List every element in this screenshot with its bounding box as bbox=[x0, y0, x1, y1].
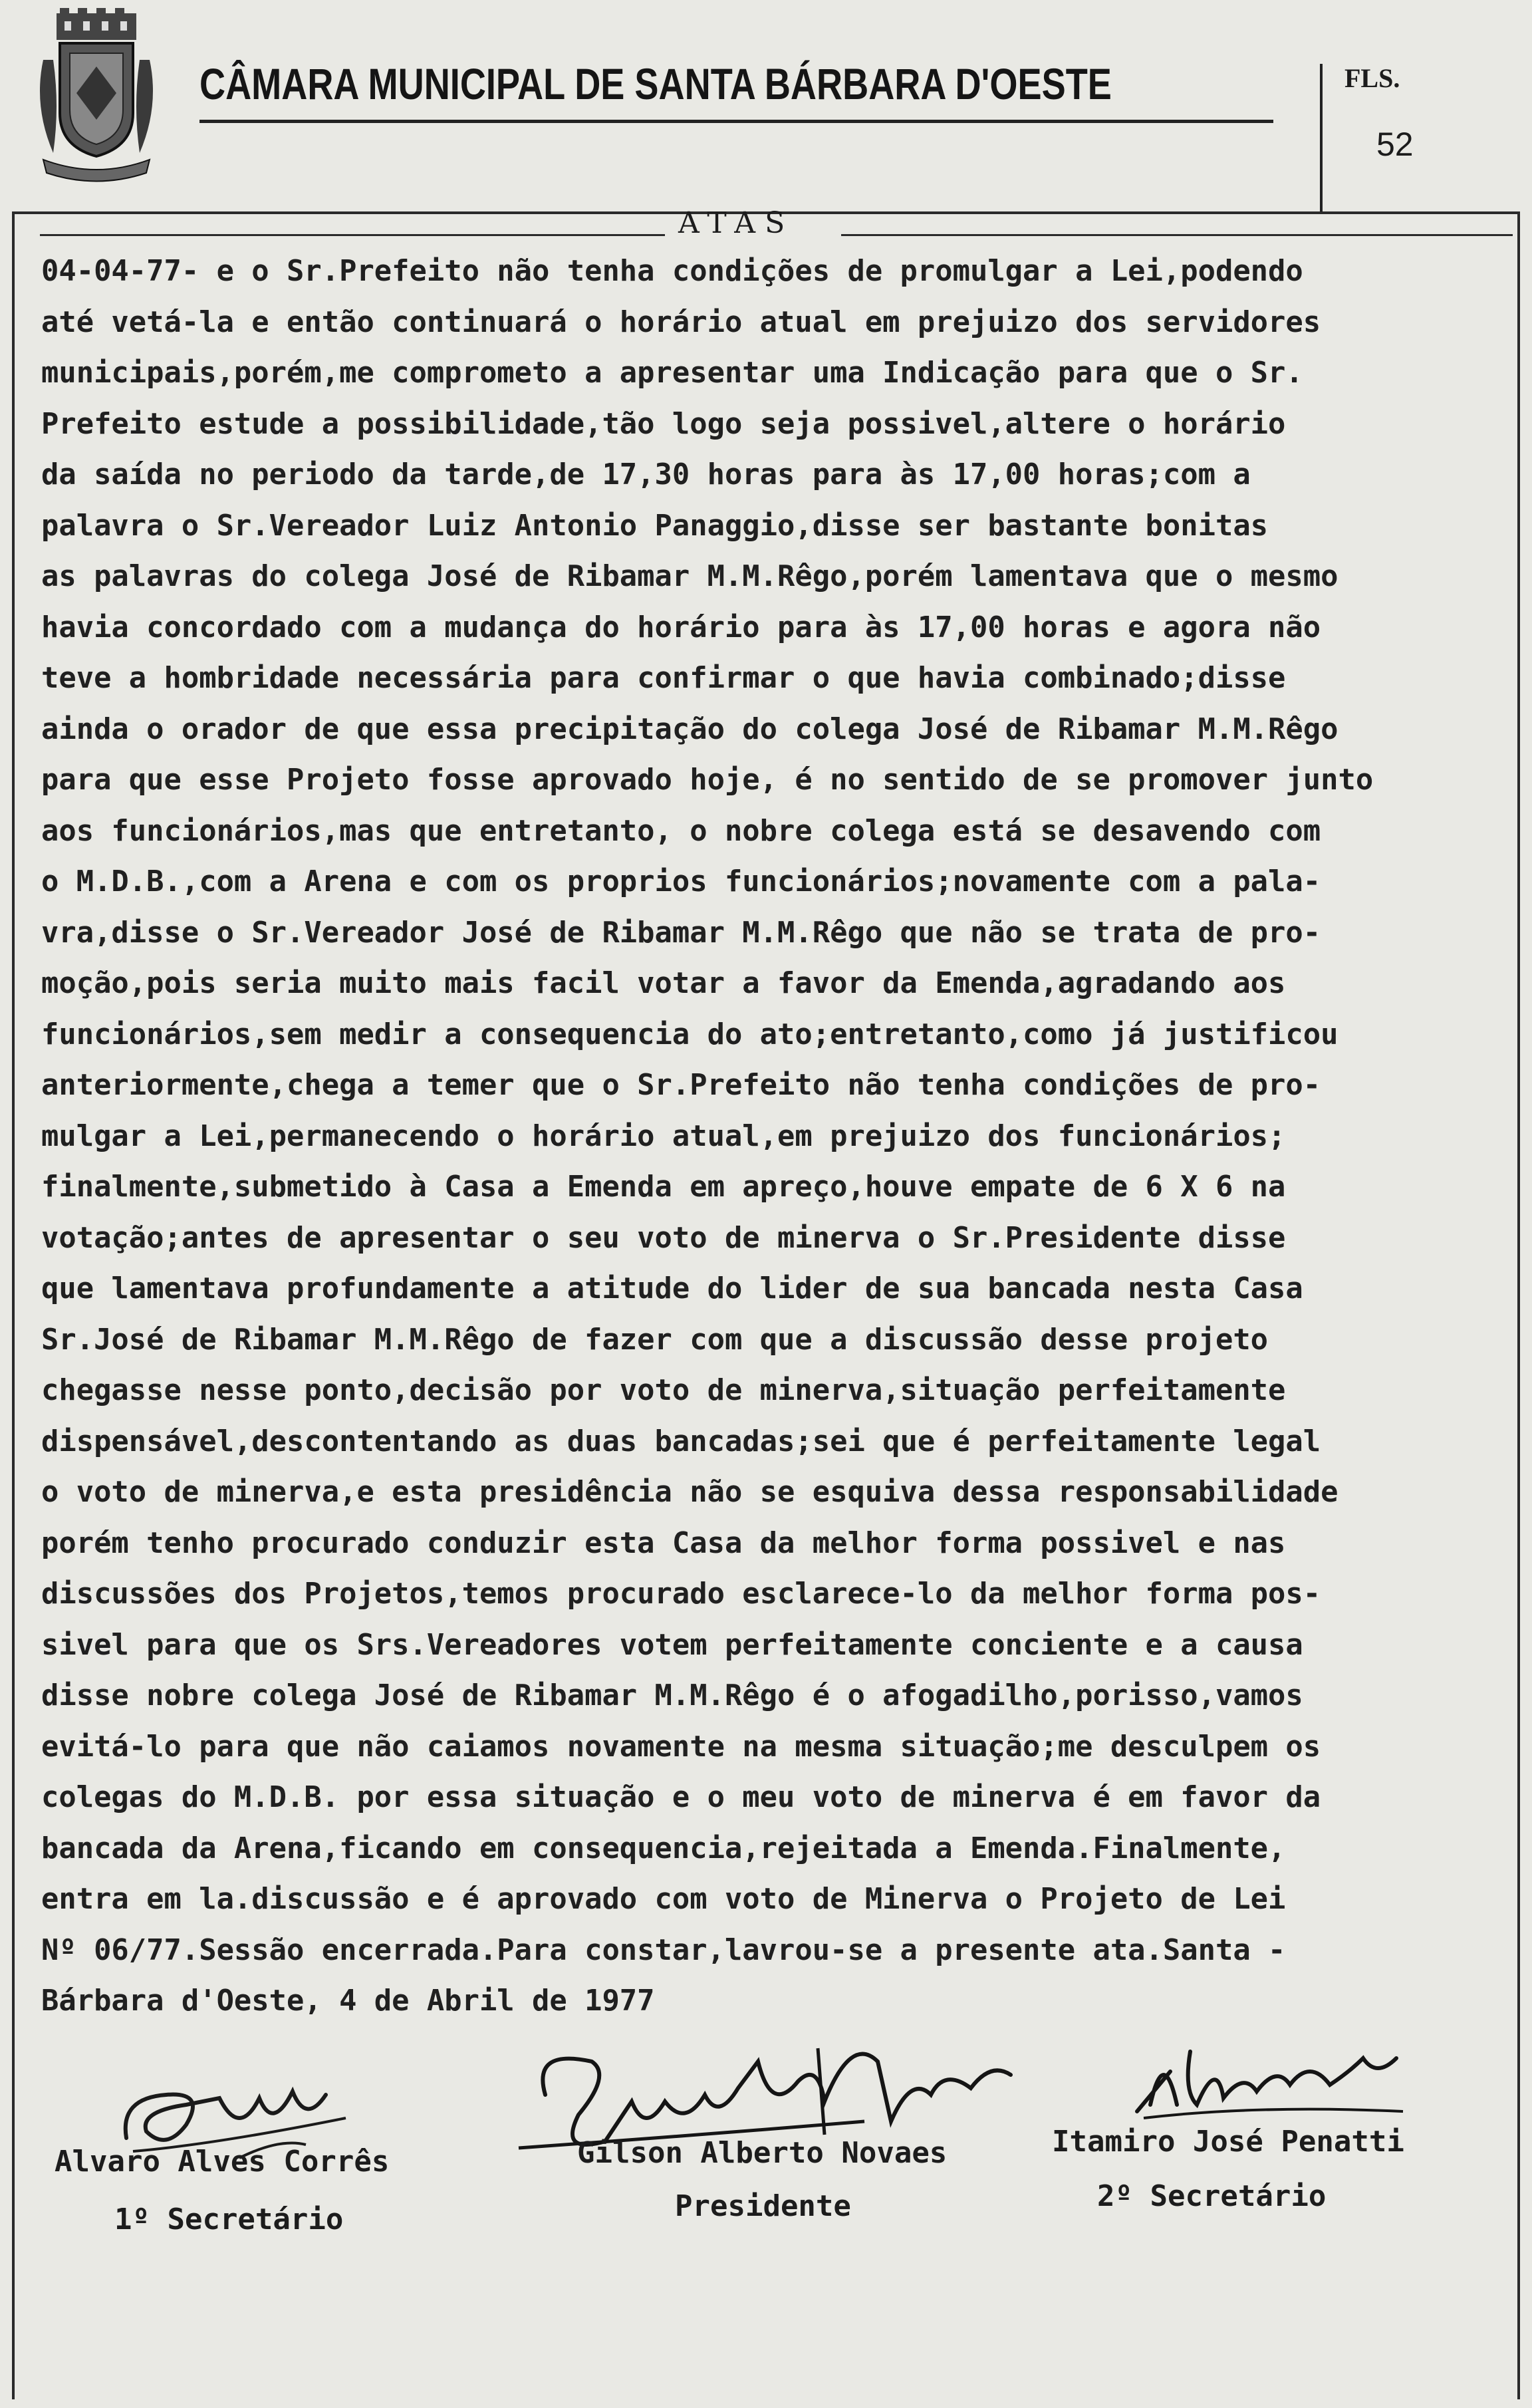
minutes-line: aos funcionários,mas que entretanto, o nobre colega está se desavendo com bbox=[41, 813, 1321, 848]
minutes-line: Prefeito estude a possibilidade,tão logo seja possivel,altere o horário bbox=[41, 406, 1286, 441]
minutes-line: o M.D.B.,com a Arena e com os proprios funcionários;novamente com a pala- bbox=[41, 865, 1321, 898]
minutes-line: mulgar a Lei,permanecendo o horário atual,em prejuizo dos funcionários; bbox=[41, 1119, 1286, 1153]
minutes-line: porém tenho procurado conduzir esta Casa da melhor forma possivel e nas bbox=[41, 1526, 1286, 1560]
signatory-center-name: Gilson Alberto Novaes bbox=[577, 2136, 948, 2170]
signatory-left-role: 1º Secretário bbox=[114, 2203, 344, 2236]
chamber-name: CÂMARA MUNICIPAL DE SANTA BÁRBARA D'OESTE bbox=[199, 59, 1112, 108]
frame-right-border bbox=[1517, 211, 1520, 2399]
minutes-line: funcionários,sem medir a consequencia do ato;entretanto,como já justificou bbox=[41, 1017, 1339, 1051]
minutes-line: ainda o orador de que essa precipitação do colega José de Ribamar M.M.Rêgo bbox=[41, 712, 1339, 746]
signatory-right-role: 2º Secretário bbox=[1097, 2179, 1327, 2213]
minutes-line: chegasse nesse ponto,decisão por voto de minerva,situação perfeitamente bbox=[41, 1373, 1286, 1407]
minutes-line: 04-04-77- e o Sr.Prefeito não tenha condições de promulgar a Lei,podendo bbox=[41, 254, 1303, 288]
fls-label: FLS. bbox=[1344, 63, 1400, 93]
minutes-line: evitá-lo para que não caiamos novamente na mesma situação;me desculpem os bbox=[41, 1729, 1321, 1764]
municipal-crest-icon bbox=[30, 7, 163, 186]
minutes-line: disse nobre colega José de Ribamar M.M.Rêgo é o afogadilho,porisso,vamos bbox=[41, 1678, 1303, 1712]
minutes-line: sivel para que os Srs.Vereadores votem perfeitamente conciente e a causa bbox=[41, 1627, 1303, 1662]
section-rule-right bbox=[841, 234, 1513, 236]
signatory-right-name: Itamiro José Penatti bbox=[1052, 2125, 1404, 2159]
minutes-line: entra em la.discussão e é aprovado com voto de Minerva o Projeto de Lei bbox=[41, 1882, 1286, 1916]
minutes-line: Sr.José de Ribamar M.M.Rêgo de fazer com que a discussão desse projeto bbox=[41, 1322, 1269, 1357]
minutes-line: votação;antes de apresentar o seu voto de minerva o Sr.Presidente disse bbox=[41, 1220, 1286, 1255]
minutes-line: dispensável,descontentando as duas bancadas;sei que é perfeitamente legal bbox=[41, 1424, 1321, 1458]
minutes-line: até vetá-la e então continuará o horário atual em prejuizo dos servidores bbox=[41, 305, 1321, 339]
signatory-center-role: Presidente bbox=[675, 2189, 851, 2223]
minutes-line: Bárbara d'Oeste, 4 de Abril de 1977 bbox=[41, 1984, 655, 2018]
minutes-line: para que esse Projeto fosse aprovado hoje, é no sentido de se promover junto bbox=[41, 763, 1374, 797]
minutes-body bbox=[41, 246, 1504, 2027]
minutes-line: teve a hombridade necessária para confirmar o que havia combinado;disse bbox=[41, 661, 1286, 695]
minutes-line: havia concordado com a mudança do horário para às 17,00 horas e agora não bbox=[41, 610, 1321, 644]
minutes-line: da saída no periodo da tarde,de 17,30 horas para às 17,00 horas;com a bbox=[41, 458, 1251, 491]
minutes-line: colegas do M.D.B. por essa situação e o meu voto de minerva é em favor da bbox=[41, 1780, 1321, 1814]
frame-left-border bbox=[12, 211, 15, 2399]
header-rule bbox=[199, 120, 1273, 123]
minutes-line: as palavras do colega José de Ribamar M.M.Rêgo,porém lamentava que o mesmo bbox=[41, 559, 1339, 593]
minutes-line: anteriormente,chega a temer que o Sr.Prefeito não tenha condições de pro- bbox=[41, 1068, 1321, 1102]
minutes-line: Nº 06/77.Sessão encerrada.Para constar,lavrou-se a presente ata.Santa - bbox=[41, 1933, 1286, 1967]
minutes-line: que lamentava profundamente a atitude do lider de sua bancada nesta Casa bbox=[41, 1271, 1303, 1305]
minutes-line: bancada da Arena,ficando em consequencia,rejeitada a Emenda.Finalmente, bbox=[41, 1831, 1286, 1865]
minutes-line: finalmente,submetido à Casa a Emenda em apreço,houve empate de 6 X 6 na bbox=[41, 1170, 1286, 1204]
minutes-line: municipais,porém,me comprometo a apresentar uma Indicação para que o Sr. bbox=[41, 356, 1303, 390]
signatory-left-name: Alvaro Alves Corrês bbox=[55, 2145, 390, 2179]
minutes-line: moção,pois seria muito mais facil votar a favor da Emenda,agradando aos bbox=[41, 966, 1286, 1000]
section-rule-left bbox=[40, 234, 665, 236]
signature-right-icon bbox=[1124, 2032, 1416, 2131]
section-title: ATAS bbox=[678, 206, 795, 240]
minutes-line: palavra o Sr.Vereador Luiz Antonio Panaggio,disse ser bastante bonitas bbox=[41, 508, 1269, 543]
minutes-line: o voto de minerva,e esta presidência não se esquiva dessa responsabilidade bbox=[41, 1475, 1339, 1509]
page-number: 52 bbox=[1376, 126, 1414, 163]
page-number-divider bbox=[1320, 64, 1323, 213]
minutes-line: vra,disse o Sr.Vereador José de Ribamar M.M.Rêgo que não se trata de pro- bbox=[41, 915, 1321, 950]
minutes-line: discussões dos Projetos,temos procurado esclarece-lo da melhor forma pos- bbox=[41, 1577, 1321, 1611]
